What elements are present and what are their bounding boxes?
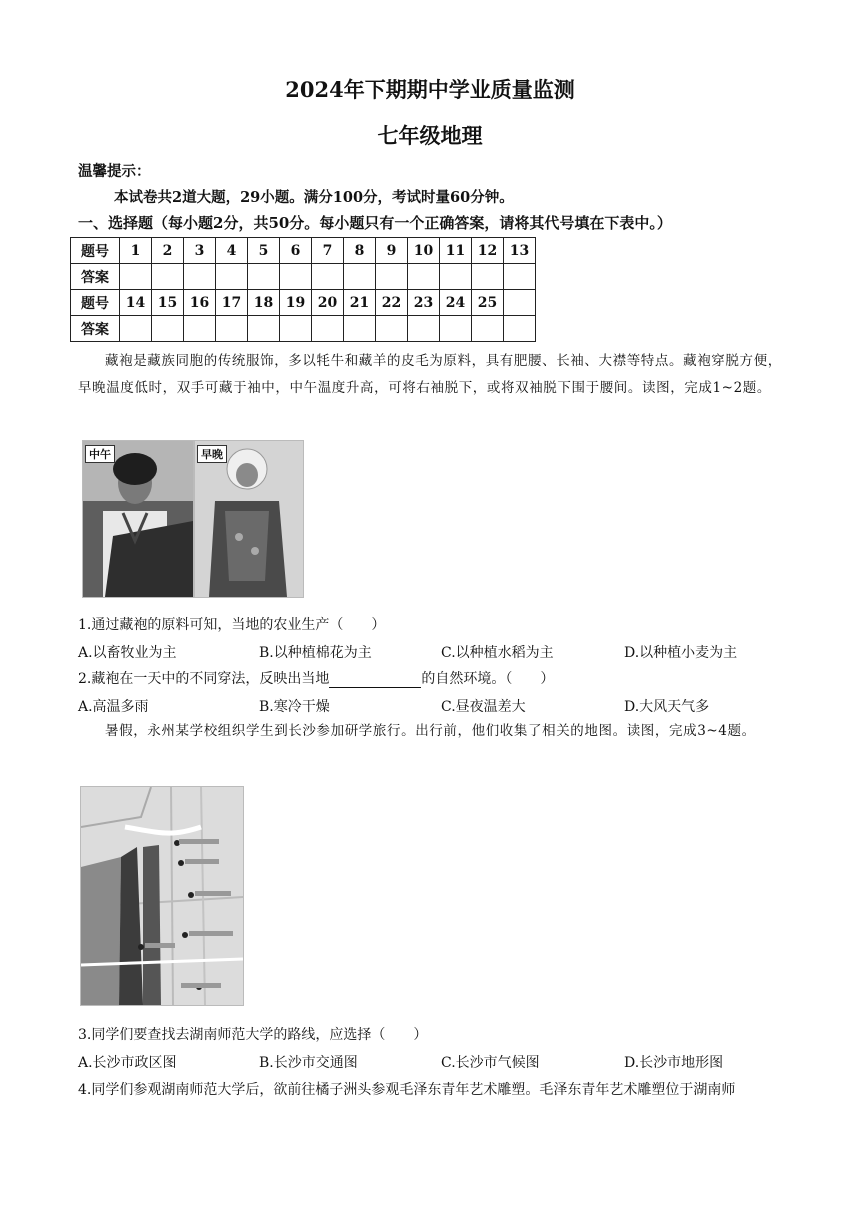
photo-morning-evening xyxy=(194,440,304,598)
answer-cell[interactable] xyxy=(248,264,280,290)
q3-option-a[interactable]: A.长沙市政区图 xyxy=(78,1055,177,1071)
table-row xyxy=(71,238,536,264)
q1-option-b[interactable]: B.以种植棉花为主 xyxy=(259,645,372,661)
question-number-cell: 12 xyxy=(472,238,504,264)
table-row xyxy=(71,316,536,342)
answer-cell[interactable] xyxy=(472,264,504,290)
question-number-cell: 19 xyxy=(280,290,312,316)
answer-cell[interactable] xyxy=(280,316,312,342)
answer-cell[interactable] xyxy=(408,316,440,342)
question-number-cell: 21 xyxy=(344,290,376,316)
answer-cell[interactable] xyxy=(504,264,536,290)
person-morning-evening-illustration xyxy=(195,441,303,597)
question-number-cell xyxy=(504,290,536,316)
photo-label-midday: 中午 xyxy=(85,445,115,463)
question-number-cell: 17 xyxy=(216,290,248,316)
answer-cell[interactable] xyxy=(216,264,248,290)
q2-option-d[interactable]: D.大风天气多 xyxy=(624,699,710,715)
changsha-map xyxy=(80,786,244,1006)
answer-cell[interactable] xyxy=(280,264,312,290)
question-number-cell: 15 xyxy=(152,290,184,316)
notice-label: 温馨提示： xyxy=(78,163,151,180)
passage-study-trip: 暑假，永州某学校组织学生到长沙参加研学旅行。出行前，他们收集了相关的地图。读图，完成3~4题。 xyxy=(105,723,756,739)
question-number-cell: 14 xyxy=(120,290,152,316)
answer-cell[interactable] xyxy=(312,316,344,342)
q3-option-b[interactable]: B.长沙市交通图 xyxy=(259,1055,358,1071)
answer-cell[interactable] xyxy=(216,316,248,342)
question-number-cell: 25 xyxy=(472,290,504,316)
q2-stem-before: 2.藏袍在一天中的不同穿法，反映出当地 xyxy=(78,671,330,687)
answer-cell[interactable] xyxy=(376,316,408,342)
question-number-cell: 7 xyxy=(312,238,344,264)
q2-option-b[interactable]: B.寒冷干燥 xyxy=(259,699,330,715)
answer-cell[interactable] xyxy=(152,264,184,290)
row-label-number: 题号 xyxy=(71,290,120,316)
question-number-cell: 11 xyxy=(440,238,472,264)
answer-cell[interactable] xyxy=(312,264,344,290)
question-number-cell: 3 xyxy=(184,238,216,264)
question-number-cell: 22 xyxy=(376,290,408,316)
q2-fill-blank[interactable] xyxy=(329,673,421,688)
question-number-cell: 16 xyxy=(184,290,216,316)
person-midday-illustration xyxy=(83,441,193,597)
q3-option-c[interactable]: C.长沙市气候图 xyxy=(441,1055,540,1071)
q1-option-d[interactable]: D.以种植小麦为主 xyxy=(624,645,738,661)
question-number-cell: 18 xyxy=(248,290,280,316)
answer-cell[interactable] xyxy=(472,316,504,342)
question-number-cell: 10 xyxy=(408,238,440,264)
q2-stem-after: 的自然环境。（ ） xyxy=(421,671,555,687)
question-number-cell: 13 xyxy=(504,238,536,264)
question-1-stem: 1.通过藏袍的原料可知，当地的农业生产（ ） xyxy=(78,617,386,633)
exam-title: 2024年下期期中学业质量监测 xyxy=(285,77,575,102)
answer-cell[interactable] xyxy=(376,264,408,290)
question-number-cell: 5 xyxy=(248,238,280,264)
question-2-stem xyxy=(78,668,554,688)
question-4-stem: 4.同学们参观湖南师范大学后，欲前往橘子洲头参观毛泽东青年艺术雕塑。毛泽东青年艺术雕塑位于湖南师 xyxy=(78,1082,736,1098)
row-label-number: 题号 xyxy=(71,238,120,264)
answer-cell[interactable] xyxy=(408,264,440,290)
map-illustration xyxy=(81,787,243,1005)
photo-midday xyxy=(82,440,194,598)
answer-cell[interactable] xyxy=(184,264,216,290)
answer-cell[interactable] xyxy=(152,316,184,342)
answer-cell[interactable] xyxy=(120,316,152,342)
question-number-cell: 23 xyxy=(408,290,440,316)
answer-cell[interactable] xyxy=(344,264,376,290)
question-number-cell: 20 xyxy=(312,290,344,316)
question-number-cell: 4 xyxy=(216,238,248,264)
photo-label-morning-evening: 早晚 xyxy=(197,445,227,463)
q3-option-d[interactable]: D.长沙市地形图 xyxy=(624,1055,724,1071)
table-row xyxy=(71,290,536,316)
question-number-cell: 1 xyxy=(120,238,152,264)
table-row xyxy=(71,264,536,290)
answer-cell[interactable] xyxy=(440,316,472,342)
q1-option-a[interactable]: A.以畜牧业为主 xyxy=(78,645,177,661)
answer-cell[interactable] xyxy=(344,316,376,342)
row-label-answer: 答案 xyxy=(71,264,120,290)
q2-option-a[interactable]: A.高温多雨 xyxy=(78,699,149,715)
question-3-stem: 3.同学们要查找去湖南师范大学的路线，应选择（ ） xyxy=(78,1027,428,1043)
question-number-cell: 24 xyxy=(440,290,472,316)
answer-cell[interactable] xyxy=(120,264,152,290)
exam-subject: 七年级地理 xyxy=(377,123,483,148)
section1-heading: 一、选择题（每小题2分，共50分。每小题只有一个正确答案，请将其代号填在下表中。） xyxy=(78,214,672,232)
answer-table xyxy=(70,237,536,342)
question-number-cell: 2 xyxy=(152,238,184,264)
question-number-cell: 6 xyxy=(280,238,312,264)
row-label-answer: 答案 xyxy=(71,316,120,342)
q2-option-c[interactable]: C.昼夜温差大 xyxy=(441,699,526,715)
notice-text: 本试卷共2道大题，29小题。满分100分，考试时量60分钟。 xyxy=(114,189,514,206)
q1-option-c[interactable]: C.以种植水稻为主 xyxy=(441,645,554,661)
question-number-cell: 9 xyxy=(376,238,408,264)
answer-cell[interactable] xyxy=(184,316,216,342)
answer-cell[interactable] xyxy=(504,316,536,342)
answer-cell[interactable] xyxy=(248,316,280,342)
passage-tibetan-robe: 藏袍是藏族同胞的传统服饰，多以牦牛和藏羊的皮毛为原料，具有肥腰、长袖、大襟等特点。藏袍穿脱方便，早晚温度低时，双手可藏于袖中，中午温度升高，可将右袖脱下，或将双袖脱下围于腰间。读图，完成1~2题。 xyxy=(78,353,782,396)
answer-cell[interactable] xyxy=(440,264,472,290)
question-number-cell: 8 xyxy=(344,238,376,264)
